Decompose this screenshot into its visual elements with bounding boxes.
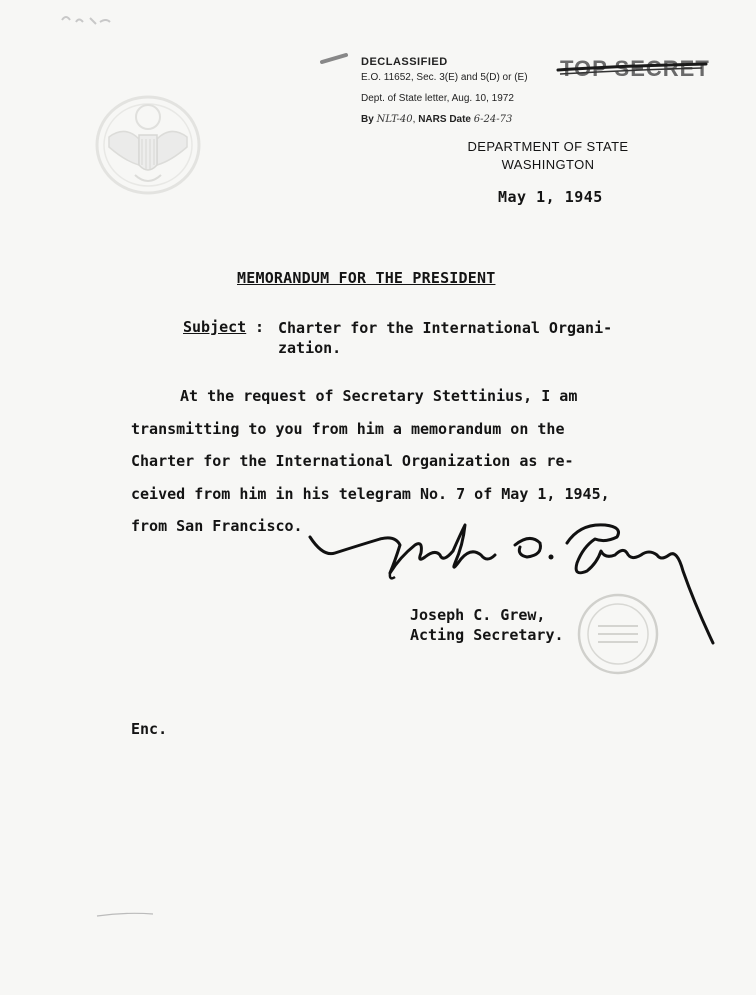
memo-title: MEMORANDUM FOR THE PRESIDENT (237, 269, 496, 287)
declass-nars-label: NARS Date (418, 114, 471, 125)
declass-by-initials: NLT-40 (376, 114, 413, 125)
letterhead (459, 138, 637, 174)
declass-by-prefix: By (361, 114, 374, 125)
subject-label: Subject (183, 318, 247, 336)
declass-by-line: By NLT-40, NARS Date 6-24-73 (361, 114, 513, 125)
strikethrough-mark (556, 54, 708, 84)
subject-colon: : (255, 318, 265, 336)
signer-name: Joseph C. Grew, (410, 606, 546, 624)
department-city: WASHINGTON (501, 157, 595, 172)
body-line: from San Francisco. (131, 517, 303, 535)
declassification-stamp (361, 57, 528, 125)
declass-nars-date: 6-24-73 (473, 114, 513, 125)
classification-stamp: TOP SECRET (560, 56, 710, 81)
corner-marks (60, 10, 140, 30)
enclosure-note: Enc. (131, 720, 168, 738)
body-line: transmitting to you from him a memorandum on the (131, 419, 565, 438)
body-line: At the request of Secretary Stettinius, I am (180, 387, 578, 405)
postmark-stamp-icon (576, 592, 660, 676)
body-line: ceived from him in his telegram No. 7 of May 1, 1945, (131, 484, 610, 503)
footer-mark (95, 910, 155, 920)
declass-title: DECLASSIFIED (361, 56, 448, 68)
signer-block (410, 605, 564, 645)
signer-title: Acting Secretary. (410, 626, 564, 644)
declass-authority: E.O. 11652, Sec. 3(E) and 5(D) or (E) (361, 72, 528, 83)
subject-line: zation. (278, 339, 342, 357)
subject-line: Charter for the International Organi- (278, 319, 613, 337)
declass-letter: Dept. of State letter, Aug. 10, 1972 (361, 93, 514, 104)
stamp-smudge (320, 52, 350, 66)
embossed-eagle-seal-icon (95, 95, 201, 195)
body-line: Charter for the International Organization as re- (131, 452, 574, 470)
subject-text (278, 318, 612, 358)
memo-date: May 1, 1945 (498, 188, 603, 206)
department-name: DEPARTMENT OF STATE (467, 139, 629, 154)
